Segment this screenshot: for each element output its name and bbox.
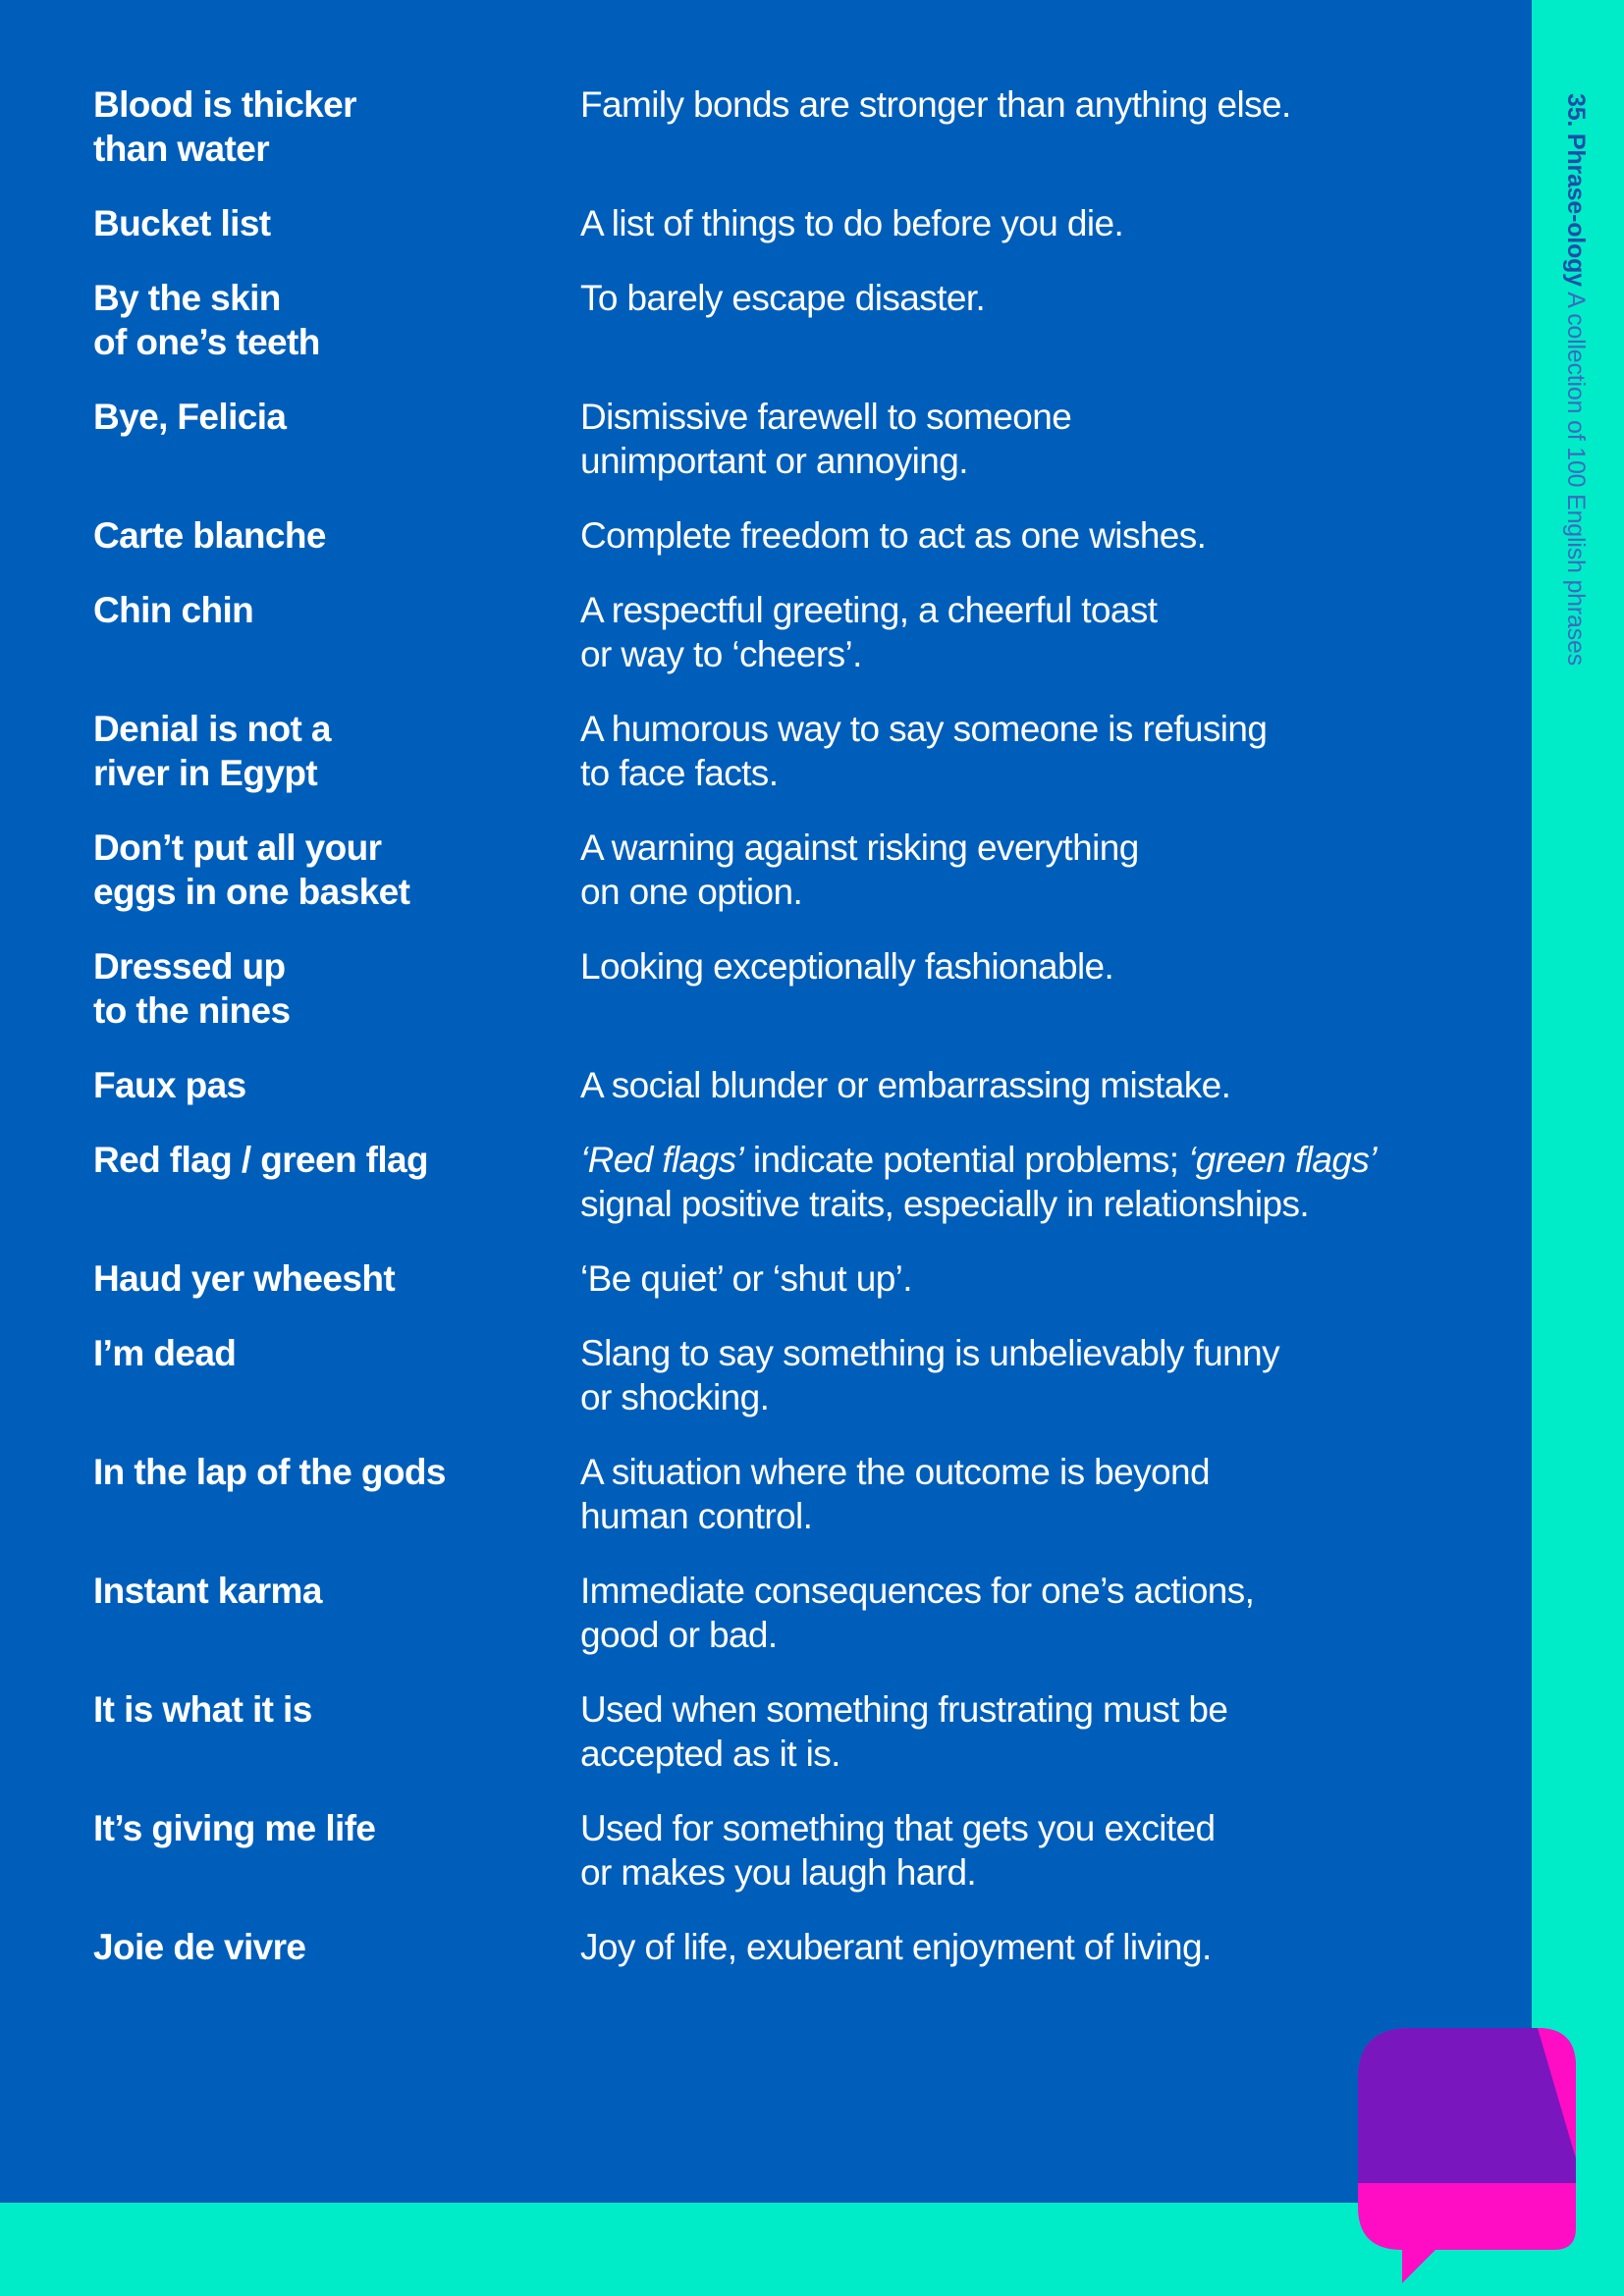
phrase-row [93, 395, 1468, 483]
phrase-term: By the skin of one’s teeth [93, 278, 320, 362]
phrase-term: Instant karma [93, 1571, 322, 1611]
phrase-row [93, 1331, 1468, 1419]
phrase-term: I’m dead [93, 1333, 237, 1373]
phrase-term: Red flag / green flag [93, 1140, 429, 1180]
phrase-term: Bucket list [93, 203, 271, 243]
phrase-term: Carte blanche [93, 515, 326, 556]
phrase-term: It’s giving me life [93, 1808, 376, 1848]
phrase-term: Joie de vivre [93, 1927, 306, 1967]
phrase-definition: Used when something frustrating must be accepted as it is. [580, 1689, 1228, 1774]
phrase-definition: Immediate consequences for one’s actions, good or bad. [580, 1571, 1255, 1655]
running-header-subtitle: A collection of 100 English phrases [1562, 292, 1590, 666]
phrase-list [93, 82, 1468, 2000]
phrase-definition: Looking exceptionally fashionable. [580, 946, 1114, 987]
phrase-term: In the lap of the gods [93, 1452, 446, 1492]
phrase-definition: Slang to say something is unbelievably funny or shocking. [580, 1333, 1279, 1417]
phrase-term: Blood is thicker than water [93, 84, 356, 169]
phrase-row [93, 1063, 1468, 1107]
phrase-definition: A warning against risking everything on one option. [580, 828, 1139, 912]
phrase-row [93, 513, 1468, 558]
phrase-row [93, 707, 1468, 795]
phrase-definition: Dismissive farewell to someone unimportant or annoying. [580, 397, 1072, 481]
phrase-term: Don’t put all your eggs in one basket [93, 828, 410, 912]
phrase-row [93, 82, 1468, 171]
phrase-row [93, 1138, 1468, 1226]
speech-bubble-icon [1355, 2028, 1581, 2296]
phrase-row [93, 826, 1468, 914]
phrase-row [93, 276, 1468, 364]
phrase-definition: ‘Be quiet’ or ‘shut up’. [580, 1258, 912, 1299]
phrase-definition [580, 1138, 1468, 1226]
phrase-definition: Used for something that gets you excited or makes you laugh hard. [580, 1808, 1216, 1893]
phrase-definition: To barely escape disaster. [580, 278, 986, 318]
phrase-definition: A social blunder or embarrassing mistake. [580, 1065, 1231, 1105]
phrase-definition: A list of things to do before you die. [580, 203, 1124, 243]
phrase-definition: A respectful greeting, a cheerful toast or way to ‘cheers’. [580, 590, 1158, 674]
phrase-term: Faux pas [93, 1065, 246, 1105]
phrase-definition: Family bonds are stronger than anything else. [580, 84, 1291, 125]
phrase-term: Chin chin [93, 590, 254, 630]
phrase-term: Haud yer wheesht [93, 1258, 396, 1299]
phrase-definition: Joy of life, exuberant enjoyment of living. [580, 1927, 1212, 1967]
running-header [1561, 93, 1590, 666]
phrase-row [93, 1569, 1468, 1657]
phrase-row [93, 588, 1468, 676]
phrase-term: Bye, Felicia [93, 397, 287, 437]
phrase-definition: A situation where the outcome is beyond human control. [580, 1452, 1210, 1536]
definition-text: indicate potential problems; [743, 1140, 1189, 1180]
phrase-definition: A humorous way to say someone is refusing to face facts. [580, 709, 1268, 793]
phrase-row [93, 1687, 1468, 1776]
phrase-row [93, 201, 1468, 245]
phrase-term: Dressed up to the nines [93, 946, 291, 1031]
definition-text: signal positive traits, especially in relationships. [580, 1184, 1310, 1224]
phrase-definition: Complete freedom to act as one wishes. [580, 515, 1207, 556]
green-flags-phrase: ‘green flags’ [1188, 1140, 1377, 1180]
phrase-row [93, 1925, 1468, 1969]
phrase-row [93, 1806, 1468, 1895]
red-flags-phrase: ‘Red flags’ [580, 1140, 744, 1180]
phrase-row [93, 1450, 1468, 1538]
phrase-row [93, 1256, 1468, 1301]
running-header-title: 35. Phrase-ology [1562, 93, 1590, 287]
phrase-term: Denial is not a river in Egypt [93, 709, 331, 793]
phrase-term: It is what it is [93, 1689, 312, 1730]
phrase-row [93, 944, 1468, 1033]
